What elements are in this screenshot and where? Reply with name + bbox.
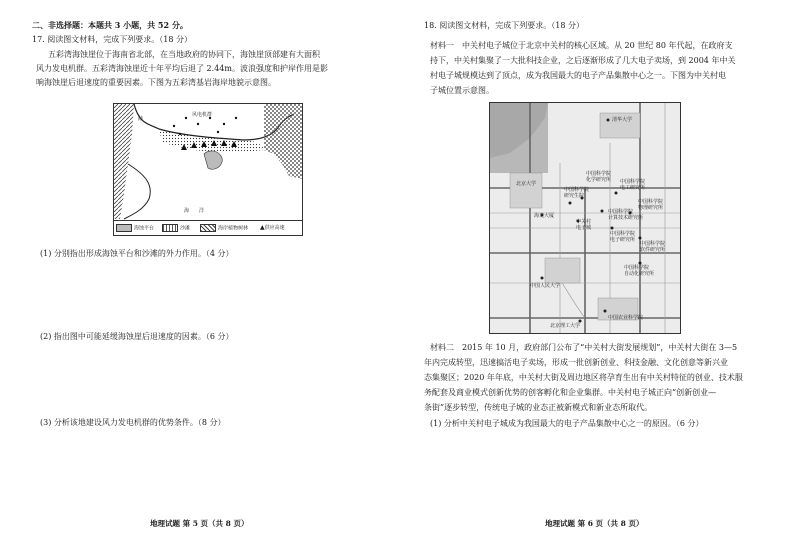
q17-heading: 17. 阅读图文材料，完成下列要求。（18 分） <box>32 35 192 44</box>
q17-sub3: (3) 分析该地建设风力发电机群的优势条件。（8 分） <box>40 418 226 427</box>
q17-text-line1: 五彩湾海蚀崖位于海南省北部，在当地政府的协同下，海蚀崖顶部建有大面积 <box>48 50 320 59</box>
q17-sub1: (1) 分别指出形成海蚀平台和沙滩的外力作用。（4 分） <box>40 249 234 258</box>
m2-line1: 材料二 2015 年 10 月，政府部门公布了“中关村大街发展规划”，中关村大街在 3—5 <box>430 343 738 352</box>
m1-line2: 持下，中关村集聚了一大批科技企业，之后逐渐形成了几大电子卖场，到 2004 年中关 <box>430 56 736 65</box>
q18-sub1: (1) 分析中关村电子城成为我国最大的电子产品集散中心之一的原因。（6 分） <box>430 419 704 428</box>
map-label-land: 陆 <box>138 116 144 122</box>
map-label-cas-elec: 中国科学院 电工研究所 <box>620 179 646 191</box>
map-label-cas-chem: 中国科学院 化学研究所 <box>586 171 612 183</box>
m1-line1: 材料一 中关村电子城位于北京中关村的核心区域。从 20 世纪 80 年代起，在政府支 <box>430 41 733 50</box>
left-footer: 地理试题 第 5 页（共 8 页） <box>150 519 249 528</box>
map-label-pku: 北京大学 <box>516 181 537 187</box>
map-label-wind: 风电机群 <box>192 112 213 118</box>
q17-text-line3: 响海蚀崖后退速度的重要因素。下图为五彩湾基岩海岸地貌示意图。 <box>36 78 276 87</box>
q18-heading: 18. 阅读图文材料，完成下列要求。（18 分） <box>424 21 584 30</box>
map-label-cas-grad: 中国科学院 研究生院 <box>564 187 590 199</box>
map-label-renmin: 中国人民大学 <box>530 283 561 289</box>
zhongguancun-map <box>489 102 681 334</box>
m2-line3: 态集聚区；2020 年年底，中关村大街及周边地区将孕育生出有中关村特征的创业、技术服 <box>424 373 743 382</box>
map-label-hailong: 海龙大厦 <box>534 213 555 219</box>
map-legend <box>113 220 303 236</box>
coast-map-svg <box>114 104 302 234</box>
right-footer: 地理试题 第 6 页（共 8 页） <box>545 519 644 528</box>
legend-item-turbine: ▲供应高速 <box>260 224 285 231</box>
m2-line2: 年内完成转型，迅速搞活电子卖场，形成一批创新创业、科技金融、文化创意等新兴业 <box>424 358 728 367</box>
map-label-cas-comp: 中国科学院 计算技术研究所 <box>608 209 644 221</box>
section-title: 二、非选择题：本题共 3 小题，共 52 分。 <box>32 20 188 30</box>
legend-item-vegetation: 海岸植物树林 <box>200 224 248 233</box>
map-label-cas-elec2: 中国科学院 电子研究所 <box>610 231 636 243</box>
map-label-bit: 北京理工大学 <box>550 323 581 329</box>
q17-text-line2: 风力发电机群。五彩湾海蚀崖近十年平均后退了 2.44m。波浪强度和护岸作用是影 <box>36 64 328 73</box>
m1-line4: 子城位置示意图。 <box>430 86 494 95</box>
map-label-agri: 中国农业科学院 <box>608 315 644 321</box>
map-label-zgc: 中关村 电子城 <box>576 219 592 231</box>
map-label-cas-phys: 中国科学院 物理研究所 <box>638 199 664 211</box>
m1-line3: 村电子城规模达到了顶点，成为我国最大的电子产品集散中心之一。下图为中关村电 <box>430 71 726 80</box>
legend-item-platform: 海蚀平台 <box>116 224 154 233</box>
map-label-sea: 海 洋 <box>184 208 205 214</box>
map-label-cas-acad: 中国科学院 软件研究所 <box>640 241 666 253</box>
zgc-map-svg <box>490 103 680 333</box>
map-label-cas-soft: 中国科学院 自动化研究所 <box>624 265 655 277</box>
legend-item-beach: 沙滩 <box>162 224 190 233</box>
m2-line5: 条街”逐步转型，传统电子城的业态正被新模式和新业态所取代。 <box>424 403 653 412</box>
m2-line4: 务配套及商业模式创新优势的创客孵化和企业集群。中关村电子城正向“创新创业— <box>424 388 717 397</box>
q17-sub2: (2) 指出图中可能延缓海蚀崖后退速度的因素。（6 分） <box>40 332 234 341</box>
coast-landform-figure <box>113 103 303 235</box>
map-label-tsinghua: 清华大学 <box>612 117 633 123</box>
